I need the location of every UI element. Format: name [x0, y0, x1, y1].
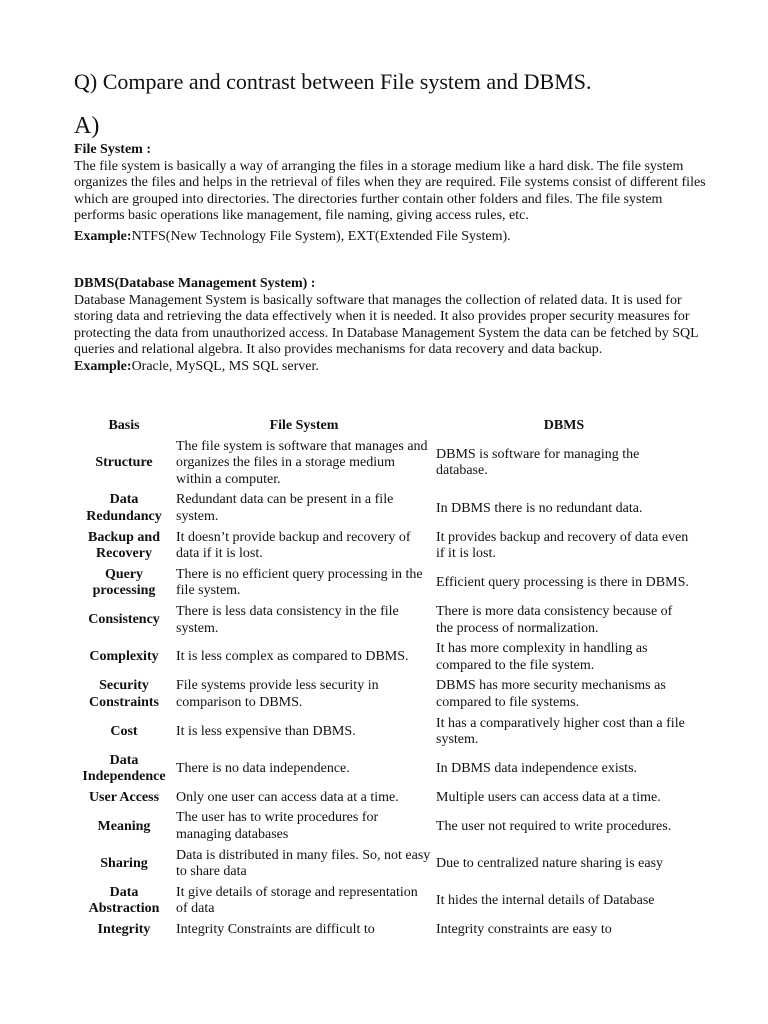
file-system-cell: The user has to write procedures for managing databases: [176, 810, 379, 843]
dbms-cell: DBMS is software for managing the database.: [436, 446, 640, 479]
dbms-cell: In DBMS there is no redundant data.: [436, 500, 643, 516]
basis-cell: Integrity: [97, 922, 151, 938]
header-basis: Basis: [108, 418, 140, 433]
file-system-cell: There is no data independence.: [176, 760, 350, 776]
basis-cell: Meaning: [97, 818, 151, 834]
basis-cell: Security Constraints: [88, 678, 159, 710]
dbms-cell: Integrity constraints are easy to: [436, 922, 612, 938]
table-row: [74, 808, 694, 845]
dbms-cell: In DBMS data independence exists.: [436, 760, 638, 776]
table-row: [74, 788, 694, 809]
header-file-system: File System: [269, 418, 339, 433]
question-heading: Q) Compare and contrast between File system and DBMS.: [74, 69, 592, 94]
basis-cell: Cost: [110, 723, 138, 739]
basis-cell: Sharing: [100, 855, 148, 871]
dbms-cell: The user not required to write procedures.: [436, 818, 672, 834]
comparison-table: [74, 416, 694, 941]
basis-cell: Structure: [95, 455, 153, 471]
file-system-cell: Integrity Constraints are difficult to: [176, 922, 375, 938]
dbms-section: [74, 276, 714, 376]
file-system-cell: The file system is software that manages and organizes the files in a storage medium within a computer.: [176, 438, 428, 487]
file-system-example: [74, 229, 714, 246]
dbms-cell: DBMS has more security mechanisms as compared to file systems.: [436, 678, 666, 710]
file-system-paragraph: The file system is basically a way of arranging the files in a storage medium like a hard disk. The file system organizes the files and helps in the retrieval of files when they are required. File systems consist of different files which are grouped into directories. The directories further contain other folders and files. The file system performs basic operations like management, file naming, giving access rules, etc.: [74, 158, 706, 224]
file-system-cell: File systems provide less security in comparison to DBMS.: [176, 678, 379, 710]
file-system-cell: It doesn’t provide backup and recovery of data if it is lost.: [176, 529, 411, 562]
example-label: Example:: [74, 228, 132, 244]
file-system-cell: It give details of storage and representation of data: [176, 884, 418, 917]
table-row: [74, 920, 694, 941]
basis-cell: Data Redundancy: [86, 492, 162, 524]
example-label: Example:: [74, 358, 132, 374]
dbms-example: [74, 359, 714, 376]
basis-cell: Consistency: [88, 612, 160, 628]
basis-cell: Backup and Recovery: [88, 529, 160, 562]
basis-cell: Complexity: [89, 649, 159, 665]
dbms-cell: There is more data consistency because of the process of normalization.: [436, 603, 673, 636]
table-row: [74, 602, 694, 639]
dbms-cell: It provides backup and recovery of data even if it is lost.: [436, 529, 689, 562]
table-header-row: [74, 416, 694, 437]
table-row: [74, 639, 694, 676]
table-row: [74, 528, 694, 565]
file-system-cell: There is less data consistency in the file system.: [176, 603, 399, 636]
file-system-cell: It is less expensive than DBMS.: [176, 723, 356, 739]
example-text: NTFS(New Technology File System), EXT(Extended File System).: [131, 228, 511, 244]
basis-cell: User Access: [88, 789, 160, 805]
header-dbms: DBMS: [543, 418, 585, 433]
file-system-cell: Data is distributed in many files. So, not easy to share data: [176, 847, 431, 880]
file-system-cell: Redundant data can be present in a file system.: [176, 492, 394, 524]
table-row: [74, 883, 694, 920]
table-row: [74, 676, 694, 713]
table-row: [74, 565, 694, 602]
dbms-cell: Multiple users can access data at a time.: [436, 789, 661, 805]
example-text: Oracle, MySQL, MS SQL server.: [131, 358, 319, 374]
basis-cell: Data Abstraction: [88, 884, 160, 917]
answer-label: A): [74, 113, 100, 139]
dbms-cell: It hides the internal details of Database: [436, 893, 655, 909]
table-row: [74, 437, 694, 491]
table-row: [74, 751, 694, 788]
dbms-cell: Efficient query processing is there in DBMS.: [436, 575, 689, 591]
basis-cell: Query processing: [92, 566, 156, 599]
table-row: [74, 714, 694, 751]
basis-cell: Data Independence: [82, 752, 166, 785]
table-row: [74, 846, 694, 883]
file-system-cell: It is less complex as compared to DBMS.: [176, 649, 409, 665]
dbms-heading: DBMS(Database Management System) :: [74, 276, 316, 291]
table-row: [74, 490, 694, 527]
table-body: [74, 437, 694, 941]
dbms-paragraph: Database Management System is basically software that manages the collection of related data. It is used for storing data and retrieving the data effectively when it is needed. It also provides proper security measures for protecting the data from unauthorized access. In Database Management System the data can be fetched by SQL queries and relational algebra. It also provides mechanisms for data recovery and data backup.: [74, 292, 699, 358]
file-system-heading: File System :: [74, 142, 151, 157]
dbms-cell: Due to centralized nature sharing is easy: [436, 855, 664, 871]
file-system-cell: Only one user can access data at a time.: [176, 789, 399, 805]
dbms-cell: It has a comparatively higher cost than a file system.: [436, 715, 685, 748]
file-system-cell: There is no efficient query processing in the file system.: [176, 566, 423, 599]
file-system-section: [74, 142, 714, 246]
dbms-cell: It has more complexity in handling as compared to the file system.: [436, 641, 648, 673]
